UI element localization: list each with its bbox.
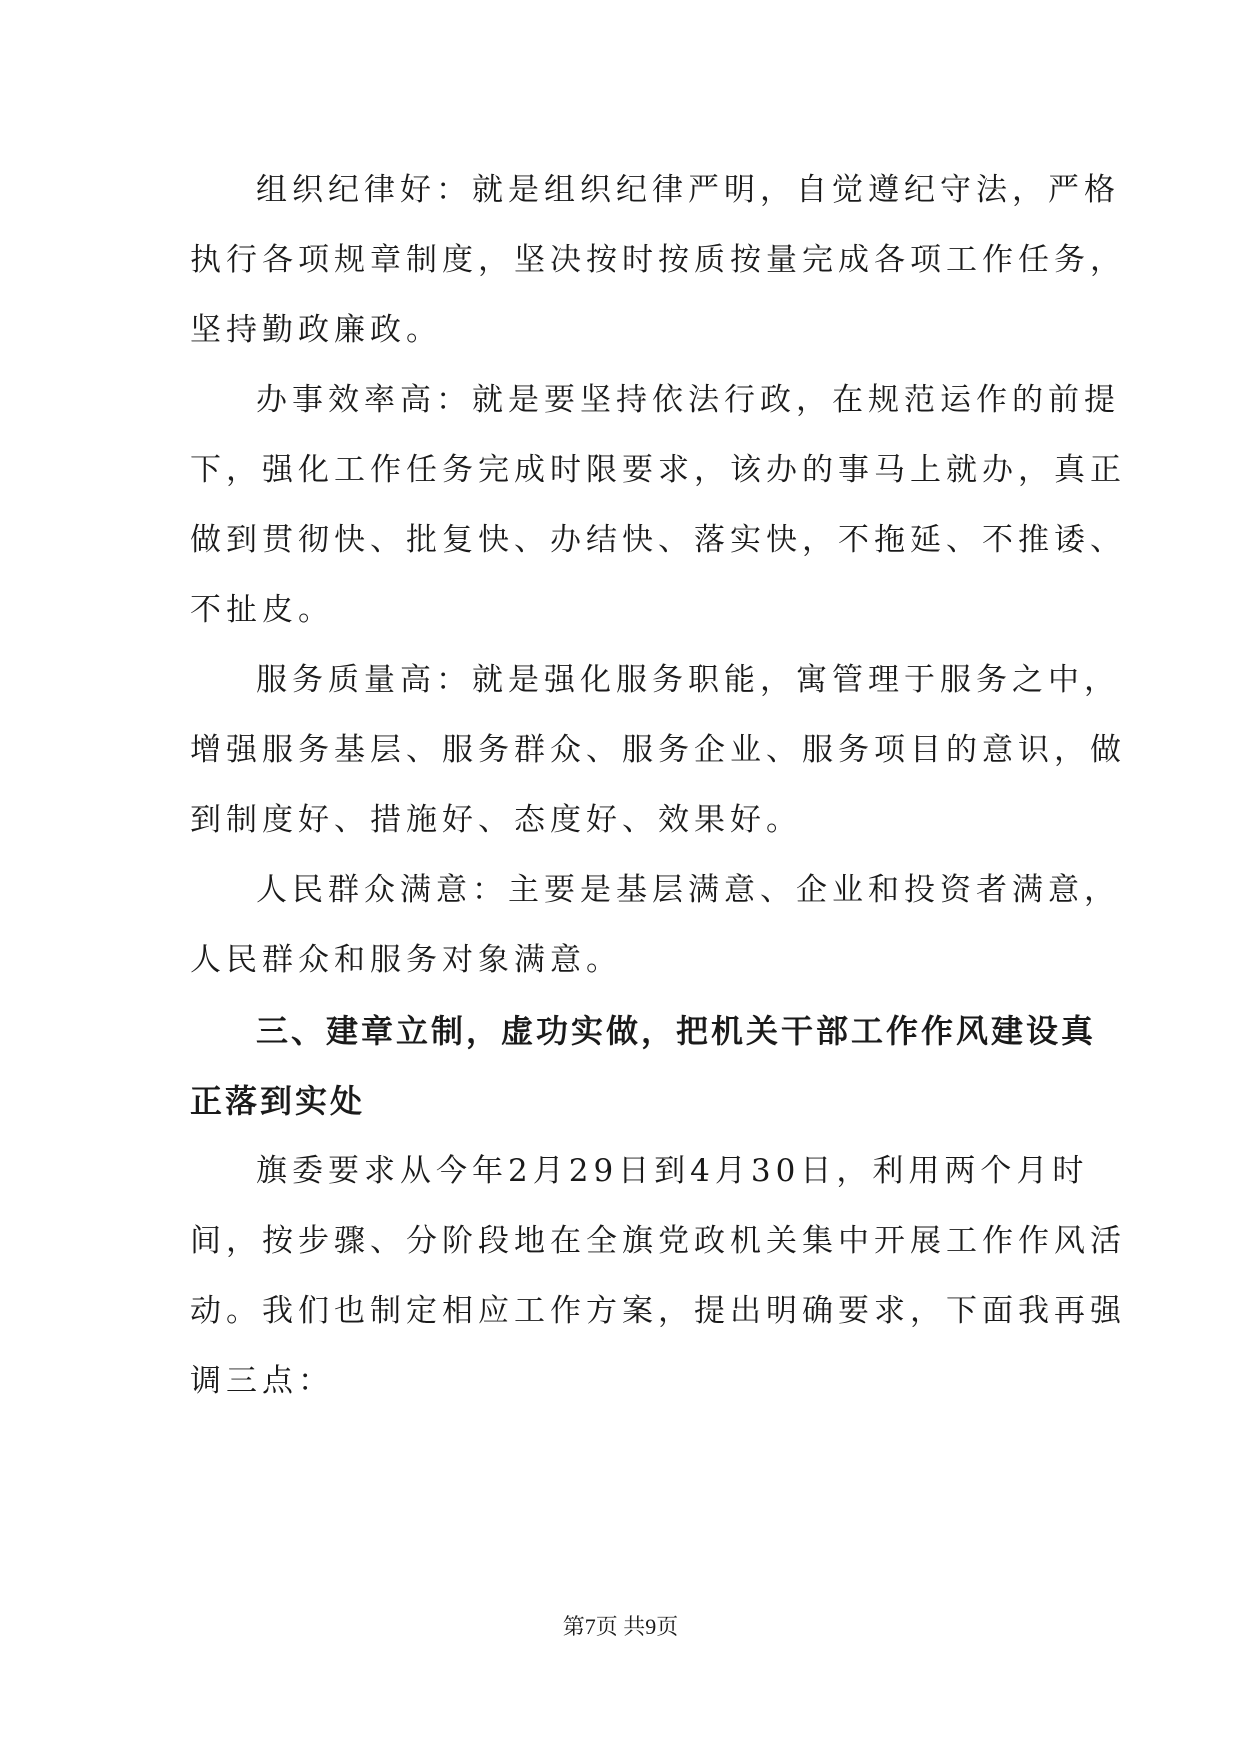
paragraph-efficiency-line-4: 不扯皮。 (190, 592, 334, 628)
paragraph-discipline-line-2: 执行各项规章制度，坚决按时按质按量完成各项工作任务， (190, 242, 1126, 278)
paragraph-activity-line-3: 动。我们也制定相应工作方案，提出明确要求，下面我再强 (190, 1293, 1126, 1329)
paragraph-satisfaction-line-1: 人民群众满意：主要是基层满意、企业和投资者满意， (256, 872, 1120, 908)
paragraph-discipline-line-1: 组织纪律好：就是组织纪律严明，自觉遵纪守法，严格 (256, 172, 1120, 208)
paragraph-efficiency-line-1: 办事效率高：就是要坚持依法行政，在规范运作的前提 (256, 382, 1120, 418)
paragraph-activity-line-4: 调三点： (190, 1363, 334, 1399)
section-heading-line-2: 正落到实处 (190, 1082, 366, 1120)
paragraph-service-line-3: 到制度好、措施好、态度好、效果好。 (190, 802, 802, 838)
paragraph-discipline-line-3: 坚持勤政廉政。 (190, 312, 442, 348)
paragraph-activity-line-1: 旗委要求从今年2月29日到4月30日，利用两个月时 (256, 1153, 1089, 1189)
paragraph-satisfaction-line-2: 人民群众和服务对象满意。 (190, 942, 622, 978)
section-heading-line-1: 三、建章立制，虚功实做，把机关干部工作作风建设真 (256, 1012, 1097, 1050)
paragraph-service-line-2: 增强服务基层、服务群众、服务企业、服务项目的意识，做 (190, 732, 1126, 768)
paragraph-service-line-1: 服务质量高：就是强化服务职能，寓管理于服务之中， (256, 662, 1120, 698)
paragraph-efficiency-line-2: 下，强化工作任务完成时限要求，该办的事马上就办，真正 (190, 452, 1126, 488)
paragraph-activity-line-2: 间，按步骤、分阶段地在全旗党政机关集中开展工作作风活 (190, 1223, 1126, 1259)
page-number-footer: 第7页 共9页 (562, 1614, 679, 1639)
paragraph-efficiency-line-3: 做到贯彻快、批复快、办结快、落实快，不拖延、不推诿、 (190, 522, 1126, 558)
